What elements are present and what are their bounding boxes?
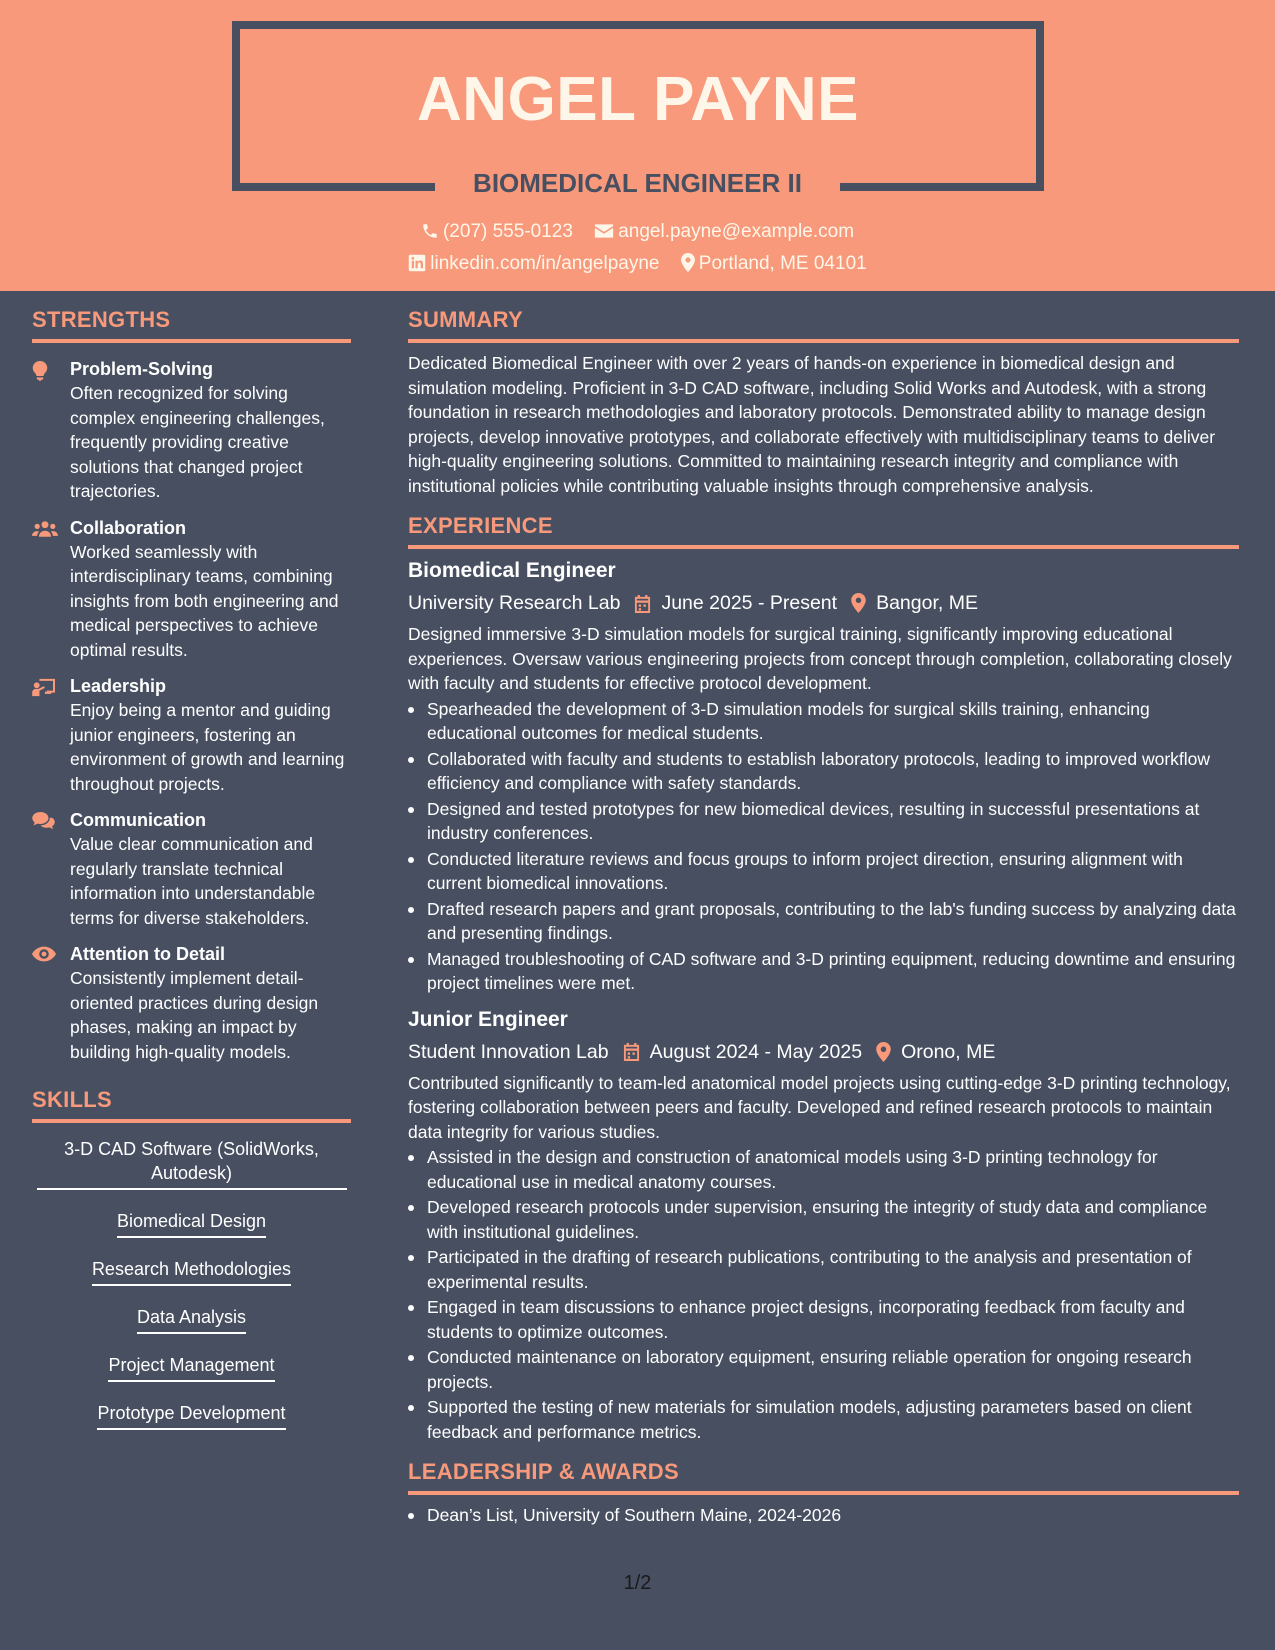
location-text: Portland, ME 04101 bbox=[698, 253, 867, 274]
strength-title: Leadership bbox=[70, 676, 167, 696]
strength-title: Communication bbox=[70, 810, 207, 830]
email-contact[interactable] bbox=[594, 219, 854, 245]
job-bullets bbox=[408, 1145, 1239, 1444]
skills-list bbox=[32, 1137, 351, 1449]
leadership-heading: LEADERSHIP & AWARDS bbox=[408, 1458, 1239, 1495]
job-dates: June 2025 - Present bbox=[661, 592, 838, 614]
list-item: Supported the testing of new materials for simulation models, adjusting parameters based on client feedback and performance metrics. bbox=[408, 1395, 1239, 1444]
phone-text: (207) 555-0123 bbox=[442, 221, 573, 242]
contact-row-1 bbox=[0, 219, 1275, 245]
list-item: Developed research protocols under supervision, ensuring the integrity of study data and compliance with institutional guidelines. bbox=[408, 1195, 1239, 1244]
strength-desc: Enjoy being a mentor and guiding junior engineers, fostering an environment of growth and learning throughout projects. bbox=[70, 700, 345, 794]
job-entry bbox=[408, 557, 1239, 996]
resume-header bbox=[0, 0, 1275, 291]
job-dates: August 2024 - May 2025 bbox=[649, 1040, 863, 1063]
job-role: Junior Engineer bbox=[408, 1007, 568, 1031]
list-item: Managed troubleshooting of CAD software and 3-D printing equipment, reducing downtime and ensuring project timelines were met. bbox=[408, 947, 1239, 996]
frame-bottom-left bbox=[232, 183, 435, 191]
phone-icon bbox=[421, 222, 439, 240]
list-item: Conducted literature reviews and focus groups to inform project direction, ensuring alignment with current biomedical innovations. bbox=[408, 847, 1239, 896]
job-location: Bangor, ME bbox=[876, 592, 978, 614]
list-item: Drafted research papers and grant proposals, contributing to the lab's funding success by analyzing data and presenting findings. bbox=[408, 897, 1239, 946]
list-item: Participated in the drafting of research publications, contributing to the analysis and presentation of experimental results. bbox=[408, 1245, 1239, 1294]
phone-contact bbox=[421, 219, 573, 245]
right-column bbox=[408, 306, 1239, 1529]
job-bullets bbox=[408, 697, 1239, 996]
strength-title: Problem-Solving bbox=[70, 359, 214, 379]
strength-item bbox=[32, 808, 351, 930]
eye-icon bbox=[32, 946, 56, 962]
strength-desc: Worked seamlessly with interdisciplinary teams, combining insights from both engineering and medical perspectives to achieve optimal results. bbox=[70, 541, 339, 660]
envelope-icon bbox=[594, 222, 614, 240]
skill-item: Research Methodologies bbox=[92, 1257, 291, 1286]
comments-icon bbox=[32, 812, 56, 830]
candidate-title: BIOMEDICAL ENGINEER II bbox=[473, 168, 802, 198]
strength-item bbox=[32, 516, 351, 663]
left-column bbox=[32, 306, 351, 1449]
lightbulb-icon bbox=[32, 361, 48, 381]
job-meta bbox=[408, 589, 1239, 617]
email-text: angel.payne@example.com bbox=[618, 221, 855, 242]
strength-title: Attention to Detail bbox=[70, 944, 225, 964]
map-marker-icon bbox=[851, 593, 866, 613]
skill-item: 3-D CAD Software (SolidWorks, Autodesk) bbox=[37, 1137, 347, 1190]
list-item: Conducted maintenance on laboratory equipment, ensuring reliable operation for ongoing research projects. bbox=[408, 1345, 1239, 1394]
skill-item: Data Analysis bbox=[137, 1305, 246, 1334]
strength-item bbox=[32, 674, 351, 796]
strengths-heading: STRENGTHS bbox=[32, 306, 351, 343]
job-desc: Contributed significantly to team-led anatomical model projects using cutting-edge 3-D printing technology, fostering collaboration between peers and faculty. Developed and refined research protocols to maintain data integrity for various studies. bbox=[408, 1072, 1231, 1142]
job-org: Student Innovation Lab bbox=[408, 1040, 609, 1063]
job-role: Biomedical Engineer bbox=[408, 559, 616, 582]
job-location: Orono, ME bbox=[901, 1040, 996, 1063]
list-item: Engaged in team discussions to enhance project designs, incorporating feedback from faculty and students to optimize outcomes. bbox=[408, 1295, 1239, 1344]
list-item: Designed and tested prototypes for new biomedical devices, resulting in successful presentations at industry conferences. bbox=[408, 797, 1239, 846]
list-item: Spearheaded the development of 3-D simulation models for surgical skills training, enhancing educational outcomes for medical students. bbox=[408, 697, 1239, 746]
chalkboard-teacher-icon bbox=[32, 678, 56, 698]
calendar-icon bbox=[634, 594, 651, 613]
map-marker-icon bbox=[876, 1042, 891, 1062]
job-desc: Designed immersive 3-D simulation models for surgical training, significantly improving educational experiences. Oversaw various engineering projects from concept through completion, collaborating closely with faculty and students for effective protocol development. bbox=[408, 624, 1232, 693]
map-marker-icon bbox=[681, 253, 695, 272]
skill-item: Biomedical Design bbox=[117, 1209, 266, 1238]
list-item: Dean’s List, University of Southern Maine, 2024-2026 bbox=[408, 1503, 1239, 1528]
job-org: University Research Lab bbox=[408, 592, 621, 614]
strength-desc: Consistently implement detail-oriented practices during design phases, making an impact by building high-quality models. bbox=[70, 968, 319, 1062]
strength-desc: Often recognized for solving complex engineering challenges, frequently providing creative solutions that changed project trajectories. bbox=[70, 383, 325, 501]
contact-row-2 bbox=[0, 251, 1275, 277]
summary-text: Dedicated Biomedical Engineer with over 2 years of hands-on experience in biomedical design and simulation modeling. Proficient in 3-D CAD software, including Solid Works and Autodesk, with a strong foundation in research methodologies and laboratory protocols. Demonstrated ability to manage design projects, develop innovative prototypes, and collaborate effectively with multidisciplinary teams to deliver high-quality engineering solutions. Committed to maintaining research integrity and compliance with institutional policies while contributing valuable insights through comprehensive analysis. bbox=[408, 353, 1216, 496]
strength-item bbox=[32, 357, 351, 504]
list-item: Collaborated with faculty and students to establish laboratory protocols, leading to improved workflow efficiency and compliance with safety standards. bbox=[408, 747, 1239, 796]
calendar-icon bbox=[623, 1042, 640, 1061]
strength-item bbox=[32, 942, 351, 1064]
summary-heading: SUMMARY bbox=[408, 306, 1239, 343]
leadership-list bbox=[408, 1503, 1239, 1528]
linkedin-icon bbox=[408, 254, 426, 272]
strength-desc: Value clear communication and regularly translate technical information into understandable terms for diverse stakeholders. bbox=[70, 834, 316, 928]
linkedin-text: linkedin.com/in/angelpayne bbox=[430, 253, 660, 274]
linkedin-contact[interactable] bbox=[408, 251, 659, 277]
frame-bottom-right bbox=[840, 183, 1044, 191]
candidate-name: ANGEL PAYNE bbox=[417, 65, 859, 134]
job-meta bbox=[408, 1038, 1239, 1066]
job-entry bbox=[408, 1006, 1239, 1445]
skills-heading: SKILLS bbox=[32, 1086, 351, 1123]
strength-title: Collaboration bbox=[70, 517, 186, 538]
list-item: Assisted in the design and construction of anatomical models using 3-D printing technology for educational use in medical anatomy courses. bbox=[408, 1145, 1239, 1194]
experience-heading: EXPERIENCE bbox=[408, 512, 1239, 549]
skill-item: Prototype Development bbox=[97, 1401, 285, 1430]
page-number: 1/2 bbox=[623, 1572, 652, 1594]
users-icon bbox=[32, 520, 58, 538]
location-contact bbox=[681, 251, 867, 277]
skill-item: Project Management bbox=[108, 1353, 274, 1382]
